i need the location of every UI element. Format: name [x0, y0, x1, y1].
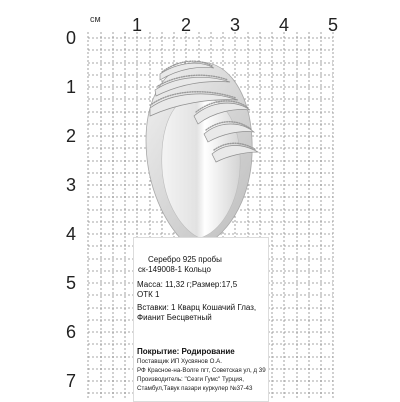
ruler-left-4: 4	[66, 224, 77, 244]
tag-article-line: ск-149008-1 Кольцо	[138, 265, 211, 274]
ruler-top-4: 4	[278, 15, 290, 35]
ruler-left-0: 0	[66, 28, 77, 48]
tag-address-line: РФ Красное-на-Волге пгт, Советская ул, д 39	[137, 367, 266, 374]
tag-weight-size-line: Масса: 11,32 г;Размер:17,5	[137, 280, 238, 289]
tag-manufacturer-line: Производитель: "Сезги Гумс" Турция,	[137, 376, 244, 383]
ruler-left-7: 7	[66, 371, 77, 391]
ruler-left-1: 1	[66, 77, 77, 97]
ruler-unit-label: см	[90, 14, 101, 24]
tag-qc-line: ОТК 1	[137, 290, 160, 299]
tag-manufacturer-address-line: Стамбул,Тавук пазари куркулер №37-43	[137, 385, 253, 392]
ruler-left-6: 6	[66, 322, 77, 342]
ruler-left-2: 2	[66, 126, 77, 146]
tag-coating-line: Покрытие: Родирование	[137, 347, 235, 356]
ruler-left-5: 5	[66, 273, 77, 293]
tag-supplier-line: Поставщик ИП Хусвянов О.А.	[137, 358, 222, 365]
ruler-top-5: 5	[327, 15, 339, 35]
ruler-left-3: 3	[66, 175, 77, 195]
product-tag	[133, 237, 269, 402]
ruler-top-1: 1	[131, 15, 143, 35]
ruler-top-3: 3	[229, 15, 241, 35]
ruler-top-2: 2	[180, 15, 192, 35]
tag-inserts-line: Вставки: 1 Кварц Кошачий Глаз,	[137, 303, 257, 312]
tag-metal-line: Серебро 925 пробы	[148, 255, 222, 264]
tag-inserts-line-2: Фианит Бесцветный	[137, 313, 212, 322]
